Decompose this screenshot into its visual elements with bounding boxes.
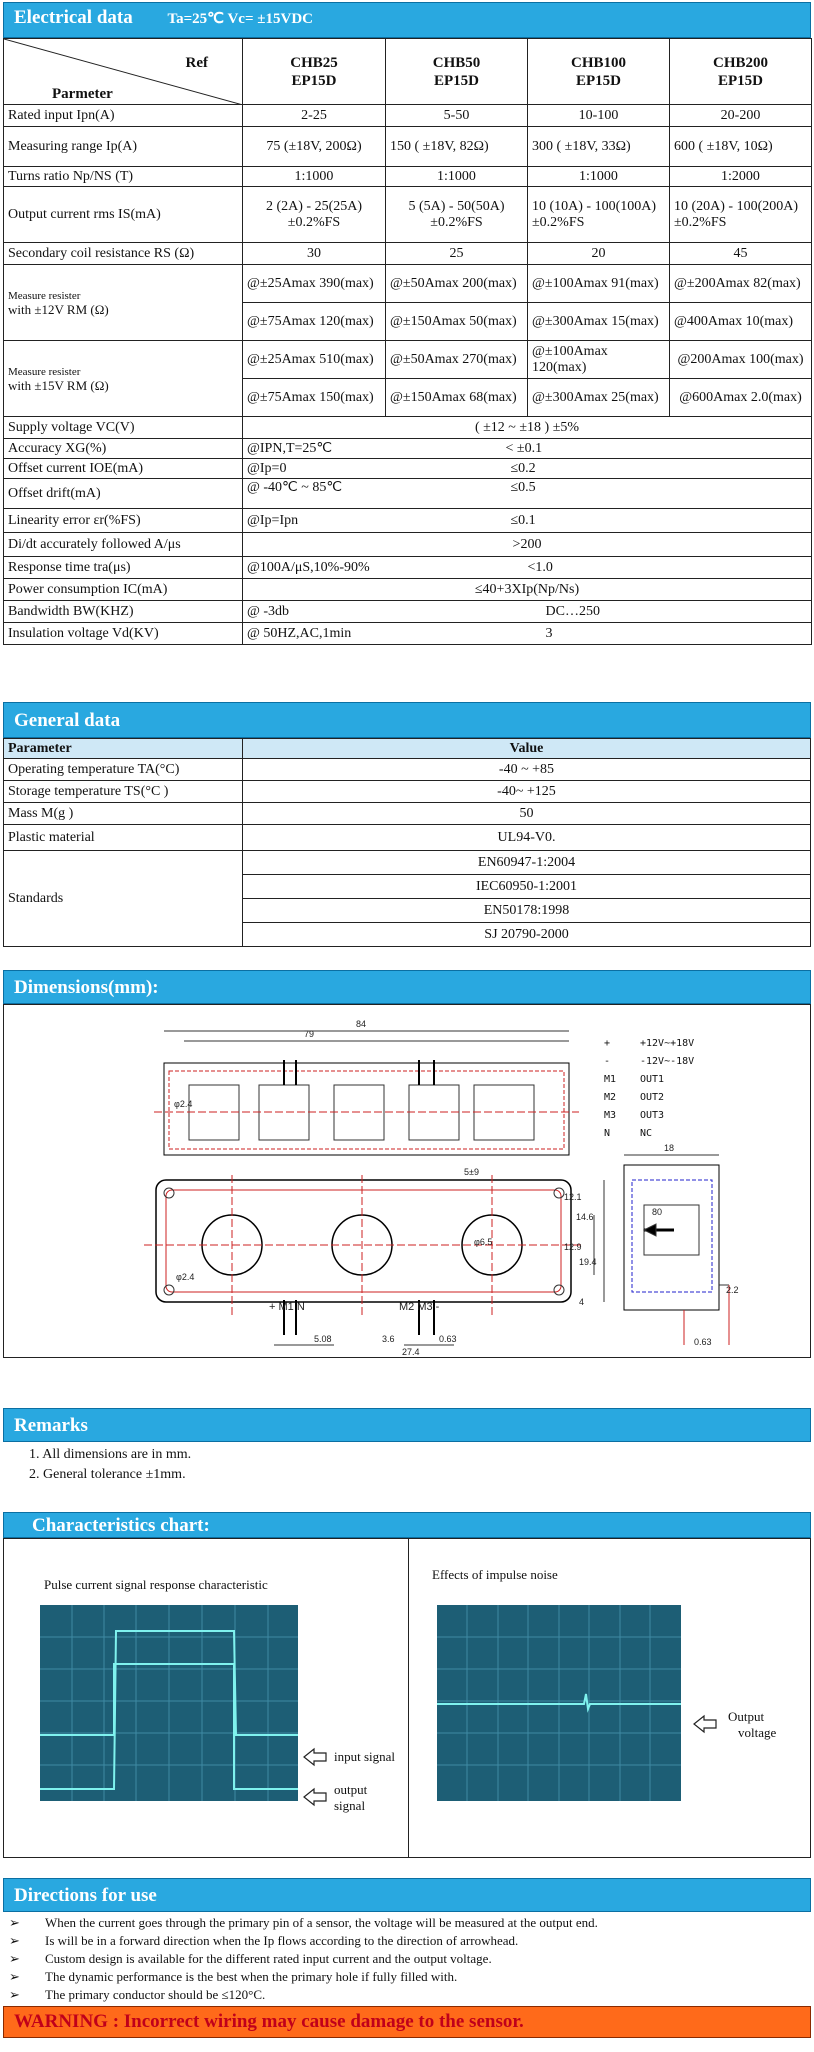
cell: >200 xyxy=(243,533,812,557)
warning-text: WARNING : Incorrect wiring may cause damage to the sensor. xyxy=(14,2011,524,2032)
cell: 3 xyxy=(386,623,812,645)
cell: 75 (±18V, 200Ω) xyxy=(243,127,386,167)
cond-cell: @ 50HZ,AC,1min xyxy=(243,623,386,645)
legend-item: M1 OUT1 xyxy=(604,1074,665,1085)
row-label xyxy=(4,265,243,341)
table-row xyxy=(4,479,812,509)
cell: 20 xyxy=(528,243,670,265)
remarks-section xyxy=(3,1408,811,1485)
cell: -40~ +125 xyxy=(243,781,811,803)
cond-cell: @100A/μS,10%-90% xyxy=(243,557,528,579)
output-arrow-icon xyxy=(304,1789,326,1805)
warning-banner xyxy=(3,2006,811,2038)
mr12-label-b: with ±12V RM (Ω) xyxy=(8,301,109,317)
bullet-arrow-icon: ➢ xyxy=(9,1933,20,1948)
dim-194: 19.4 xyxy=(579,1257,597,1267)
cell: @±75Amax 150(max) xyxy=(243,379,386,417)
cell: @600Amax 2.0(max) xyxy=(670,379,812,417)
table-row xyxy=(4,439,812,459)
table-row xyxy=(4,341,812,379)
dim-146: 14.6 xyxy=(576,1212,594,1222)
cell: 10 (20A) - 100(200A)±0.2%FS xyxy=(670,187,812,243)
bullet-arrow-icon: ➢ xyxy=(9,1915,20,1930)
general-section xyxy=(3,702,811,947)
param-label: Parmeter xyxy=(52,86,113,102)
mr15-label-b: with ±15V RM (Ω) xyxy=(8,377,109,393)
cell: @±200Amax 82(max) xyxy=(670,265,812,303)
table-row xyxy=(4,167,812,187)
cell: 1:1000 xyxy=(243,167,386,187)
row-label: Measuring range Ip(A) xyxy=(4,127,243,167)
cell: 1:1000 xyxy=(386,167,528,187)
cell: 1:1000 xyxy=(528,167,670,187)
cond-cell: @Ip=Ipn xyxy=(243,509,386,533)
directions-section xyxy=(3,1878,811,2038)
cell: < ±0.1 xyxy=(386,439,812,459)
cell: @±50Amax 270(max) xyxy=(386,341,528,379)
legend-item: M2 OUT2 xyxy=(604,1092,665,1103)
dim-4: 4 xyxy=(579,1297,585,1307)
table-row xyxy=(4,105,812,127)
cell: @±75Amax 120(max) xyxy=(243,303,386,341)
row-label: Offset drift(mA) xyxy=(4,479,243,509)
table-row xyxy=(4,417,812,439)
pin-legend xyxy=(604,1035,694,1143)
remark-item: 2. General tolerance ±1mm. xyxy=(29,1467,186,1482)
row-label: Storage temperature TS(°C ) xyxy=(4,781,243,803)
electrical-table xyxy=(3,38,812,645)
cell: 2 (2A) - 25(25A)±0.2%FS xyxy=(243,187,386,243)
cell: 25 xyxy=(386,243,528,265)
table-row xyxy=(4,851,811,875)
row-label: Response time tra(μs) xyxy=(4,557,243,579)
cell: @200Amax 100(max) xyxy=(670,341,812,379)
model-chb100: CHB100 EP15D xyxy=(528,39,670,105)
output-signal-label-a: output xyxy=(334,1782,368,1797)
general-table xyxy=(3,738,811,947)
cell: @±50Amax 200(max) xyxy=(386,265,528,303)
bullet-arrow-icon: ➢ xyxy=(9,1969,20,1984)
cell: DC…250 xyxy=(386,601,812,623)
ref-label: Ref xyxy=(185,55,208,71)
voltage-arrow-icon xyxy=(694,1716,716,1732)
row-label: Insulation voltage Vd(KV) xyxy=(4,623,243,645)
dim-121: 12.1 xyxy=(564,1192,582,1202)
cell: ( ±12 ~ ±18 ) ±5% xyxy=(243,417,812,439)
row-label: Rated input Ipn(A) xyxy=(4,105,243,127)
bullet-arrow-icon: ➢ xyxy=(9,1951,20,1966)
dimensions-title: Dimensions(mm): xyxy=(14,977,159,998)
cell: @±150Amax 50(max) xyxy=(386,303,528,341)
diagonal-line xyxy=(4,39,243,105)
list-item: ➢ The dynamic performance is the best when the primary hole if fully filled with. xyxy=(9,1969,458,1984)
table-row xyxy=(4,579,812,601)
row-label: Operating temperature TA(°C) xyxy=(4,759,243,781)
output-voltage-label-a: Output xyxy=(728,1709,765,1724)
cell: 1:2000 xyxy=(670,167,812,187)
cell: @±300Amax 15(max) xyxy=(528,303,670,341)
legend-item: - -12V~-18V xyxy=(604,1056,695,1067)
dim-129: 12.9 xyxy=(564,1242,582,1252)
row-label: Supply voltage VC(V) xyxy=(4,417,243,439)
cond-cell: @IPN,T=25℃ xyxy=(243,439,386,459)
row-label: Offset current IOE(mA) xyxy=(4,459,243,479)
pulse-title: Pulse current signal response characteristic xyxy=(44,1577,268,1592)
row-label: Linearity error εr(%FS) xyxy=(4,509,243,533)
dim-24b: φ2.4 xyxy=(176,1272,195,1282)
general-header xyxy=(3,702,811,738)
mr12-label-a: Measure resister xyxy=(8,289,81,302)
cell: 5-50 xyxy=(386,105,528,127)
electrical-title: Electrical data xyxy=(14,7,133,28)
model-chb200: CHB200 EP15D xyxy=(670,39,812,105)
cell: @±25Amax 510(max) xyxy=(243,341,386,379)
row-label: Accuracy XG(%) xyxy=(4,439,243,459)
cell: 600 ( ±18V, 10Ω) xyxy=(670,127,812,167)
cell: 45 xyxy=(670,243,812,265)
cell: ≤0.5 xyxy=(386,479,812,509)
cell: @±100Amax 91(max) xyxy=(528,265,670,303)
characteristics-section xyxy=(3,1512,811,1858)
output-signal-label-b: signal xyxy=(334,1798,366,1813)
dimensions-section xyxy=(3,970,811,1358)
remarks-header xyxy=(3,1408,811,1442)
table-header-row xyxy=(4,39,812,105)
dim-79: 79 xyxy=(304,1029,315,1039)
list-item: ➢ When the current goes through the primary pin of a sensor, the voltage will be measured at the output end. xyxy=(9,1915,598,1930)
dim-58: 5±9 xyxy=(464,1167,479,1177)
model-chb50: CHB50 EP15D xyxy=(386,39,528,105)
row-label: Turns ratio Np/NS (T) xyxy=(4,167,243,187)
row-label: Mass M(g ) xyxy=(4,803,243,825)
table-row xyxy=(4,533,812,557)
electrical-conditions: Ta=25℃ Vc= ±15VDC xyxy=(167,11,313,27)
dim-pin-left: + M1 N xyxy=(269,1301,305,1313)
model-chb25: CHB25 EP15D xyxy=(243,39,386,105)
cell: <1.0 xyxy=(528,557,812,579)
legend-item: M3 OUT3 xyxy=(604,1110,665,1121)
cell: EN60947-1:2004 xyxy=(243,851,811,875)
cell: 50 xyxy=(243,803,811,825)
dim-80: 80 xyxy=(652,1207,663,1217)
general-title: General data xyxy=(14,710,121,731)
table-row xyxy=(4,825,811,851)
cond-cell: @Ip=0 xyxy=(243,459,386,479)
table-row xyxy=(4,601,812,623)
cond-cell: @ -40℃ ~ 85℃ xyxy=(243,479,386,509)
row-label: Secondary coil resistance RS (Ω) xyxy=(4,243,243,265)
table-row xyxy=(4,243,812,265)
cell: ≤0.1 xyxy=(386,509,812,533)
remark-item: 1. All dimensions are in mm. xyxy=(29,1447,192,1462)
cell: ≤0.2 xyxy=(386,459,812,479)
characteristics-panel xyxy=(3,1538,811,1858)
dim-18: 18 xyxy=(664,1143,675,1153)
bullet-arrow-icon: ➢ xyxy=(9,1987,20,2002)
electrical-section xyxy=(3,2,811,645)
cell: SJ 20790-2000 xyxy=(243,923,811,947)
dim-36: 3.6 xyxy=(382,1334,395,1344)
list-item: ➢ Custom design is available for the different rated input current and the output voltage. xyxy=(9,1951,492,1966)
dim-24: φ2.4 xyxy=(174,1099,193,1109)
dim-063: 0.63 xyxy=(439,1334,457,1344)
directions-title: Directions for use xyxy=(14,1885,157,1906)
dim-84: 84 xyxy=(356,1019,367,1029)
scope-charts xyxy=(4,1539,810,1857)
table-row xyxy=(4,781,811,803)
mr15-label-a: Measure resister xyxy=(8,365,81,378)
cell: 10-100 xyxy=(528,105,670,127)
table-row xyxy=(4,187,812,243)
cell: EN50178:1998 xyxy=(243,899,811,923)
cell: ≤40+3XIp(Np/Ns) xyxy=(243,579,812,601)
cell: 2-25 xyxy=(243,105,386,127)
row-label: Di/dt accurately followed A/μs xyxy=(4,533,243,557)
row-label: Output current rms IS(mA) xyxy=(4,187,243,243)
cell: 10 (10A) - 100(100A)±0.2%FS xyxy=(528,187,670,243)
table-row xyxy=(4,509,812,533)
dim-65: φ6.5 xyxy=(474,1237,493,1247)
table-row xyxy=(4,759,811,781)
row-label: Bandwidth BW(KHZ) xyxy=(4,601,243,623)
cell: IEC60950-1:2001 xyxy=(243,875,811,899)
dimensions-drawing xyxy=(3,1004,811,1358)
output-voltage-label-b: voltage xyxy=(738,1725,777,1740)
electrical-header xyxy=(3,2,811,38)
remarks-list xyxy=(3,1442,811,1485)
dimensions-header xyxy=(3,970,811,1004)
cell: 5 (5A) - 50(50A)±0.2%FS xyxy=(386,187,528,243)
table-row xyxy=(4,803,811,825)
characteristics-header xyxy=(3,1512,811,1538)
table-row xyxy=(4,557,812,579)
cell: @400Amax 10(max) xyxy=(670,303,812,341)
row-label: Plastic material xyxy=(4,825,243,851)
dim-063b: 0.63 xyxy=(694,1337,712,1347)
dim-508: 5.08 xyxy=(314,1334,332,1344)
table-row xyxy=(4,459,812,479)
ref-param-cell xyxy=(4,39,243,105)
cond-cell: @ -3db xyxy=(243,601,386,623)
dim-274: 27.4 xyxy=(402,1347,420,1357)
characteristics-title: Characteristics chart: xyxy=(32,1515,210,1536)
cell: @±300Amax 25(max) xyxy=(528,379,670,417)
cell: -40 ~ +85 xyxy=(243,759,811,781)
cell: 20-200 xyxy=(670,105,812,127)
table-header-row xyxy=(4,739,811,759)
table-row xyxy=(4,127,812,167)
legend-item: + +12V~+18V xyxy=(604,1038,695,1049)
table-row xyxy=(4,265,812,303)
cell: @±100Amax 120(max) xyxy=(528,341,670,379)
standards-label: Standards xyxy=(4,851,243,947)
legend-item: N NC xyxy=(604,1128,653,1139)
noise-title: Effects of impulse noise xyxy=(432,1567,558,1582)
cell: @±25Amax 390(max) xyxy=(243,265,386,303)
input-arrow-icon xyxy=(304,1749,326,1765)
list-item: ➢ The primary conductor should be ≤120°C. xyxy=(9,1987,266,2002)
input-signal-label: input signal xyxy=(334,1749,396,1764)
cell: 300 ( ±18V, 33Ω) xyxy=(528,127,670,167)
cell: @±150Amax 68(max) xyxy=(386,379,528,417)
remarks-title: Remarks xyxy=(14,1415,88,1436)
cell: 30 xyxy=(243,243,386,265)
cell: UL94-V0. xyxy=(243,825,811,851)
directions-header xyxy=(3,1878,811,1912)
row-label: Power consumption IC(mA) xyxy=(4,579,243,601)
cell: 150 ( ±18V, 82Ω) xyxy=(386,127,528,167)
dim-22: 2.2 xyxy=(726,1285,739,1295)
list-item: ➢ Is will be in a forward direction when the Ip flows according to the direction of arrowhead. xyxy=(9,1933,519,1948)
directions-list xyxy=(3,1912,811,2004)
col-value: Value xyxy=(243,739,811,759)
col-param: Parameter xyxy=(4,739,243,759)
row-label xyxy=(4,341,243,417)
dim-pin-mid: M2 M3 - xyxy=(399,1301,440,1313)
table-row xyxy=(4,623,812,645)
